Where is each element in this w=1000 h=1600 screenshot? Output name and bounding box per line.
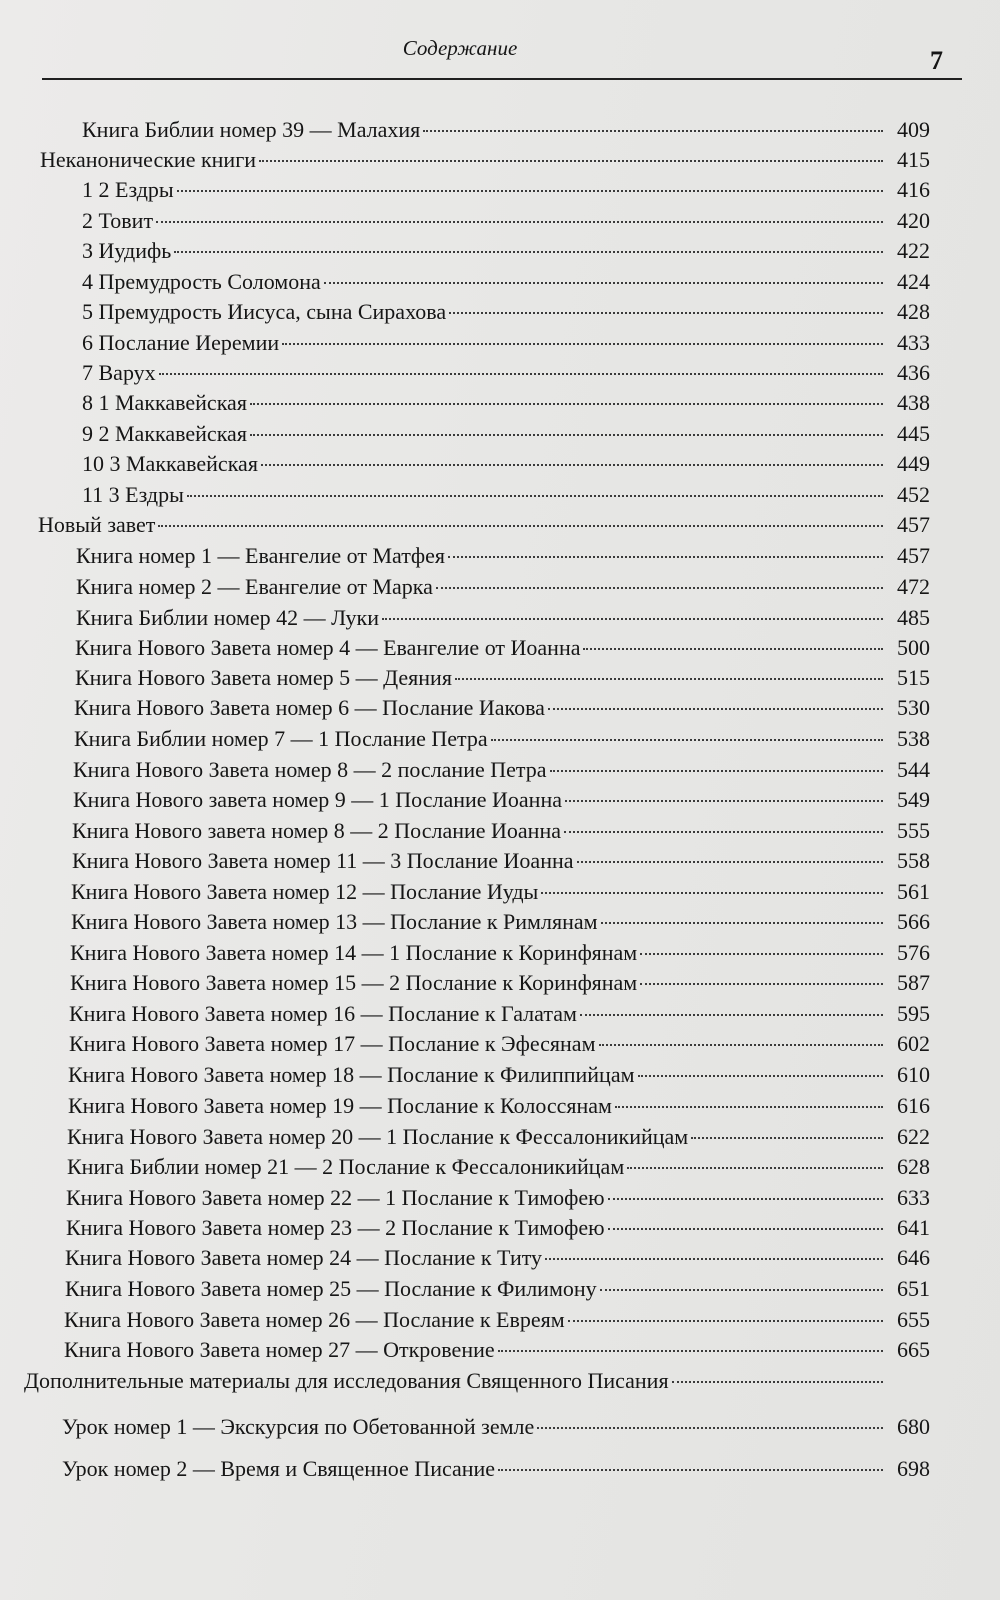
- toc-entry: [82, 388, 930, 418]
- dot-leader: [627, 1166, 883, 1169]
- dot-leader: [577, 860, 883, 863]
- toc-entry-page: 602: [897, 1031, 930, 1056]
- toc-entry-title: 7 Варух: [82, 360, 156, 385]
- toc-entry-title: Книга Библии номер 39 — Малахия: [82, 117, 421, 142]
- toc-entry-page: 622: [897, 1124, 930, 1149]
- toc-entry: [76, 603, 930, 633]
- dot-leader: [550, 769, 883, 772]
- dot-leader: [491, 738, 883, 741]
- toc-entry: [75, 633, 930, 663]
- toc-entry: [76, 541, 930, 571]
- toc-entry: [67, 1152, 930, 1182]
- toc-entry: [73, 755, 930, 785]
- toc-entry-page: 415: [897, 147, 930, 172]
- toc-entry-title: Книга Нового Завета номер 19 — Послание к Колоссянам: [68, 1093, 612, 1118]
- toc-entry: [69, 1029, 930, 1059]
- toc-entry-title: 9 2 Маккавейская: [82, 421, 247, 446]
- dot-leader: [608, 1227, 883, 1230]
- dot-leader: [691, 1136, 883, 1139]
- toc-entry-page: 452: [897, 482, 930, 507]
- toc-entry-page: 445: [897, 421, 930, 446]
- toc-entry: [70, 968, 930, 998]
- toc-entry: [82, 358, 930, 388]
- toc-entry-page: 641: [897, 1215, 930, 1240]
- toc-entry-page: 628: [897, 1154, 930, 1179]
- toc-entry-page: 530: [897, 695, 930, 720]
- dot-leader: [640, 952, 883, 955]
- dot-leader: [548, 707, 883, 710]
- toc-entry-title: Книга Нового Завета номер 5 — Деяния: [75, 665, 452, 690]
- toc-entry: [68, 1091, 930, 1121]
- toc-entry-page: 549: [897, 787, 930, 812]
- toc-entry-page: 416: [897, 177, 930, 202]
- toc-entry: [74, 724, 930, 754]
- toc-entry-page: 616: [897, 1093, 930, 1118]
- toc-entry: [82, 206, 930, 236]
- toc-entry-page: 633: [897, 1185, 930, 1210]
- toc-entry-title: Книга номер 1 — Евангелие от Матфея: [76, 543, 445, 568]
- toc-entry: [82, 175, 930, 205]
- toc-entry: [75, 663, 930, 693]
- toc-entry: [24, 1366, 930, 1396]
- toc-entry-title: 3 Иудифь: [82, 238, 172, 263]
- toc-entry-page: 555: [897, 818, 930, 843]
- toc-entry-title: Книга Нового Завета номер 27 — Откровение: [64, 1337, 495, 1362]
- toc-entry: [71, 877, 930, 907]
- dot-leader: [601, 921, 883, 924]
- dot-leader: [187, 494, 883, 497]
- toc-entry: [82, 236, 930, 266]
- toc-entry-title: Книга Нового Завета номер 23 — 2 Послание к Тимофею: [66, 1215, 605, 1240]
- toc-entry: [74, 693, 930, 723]
- dot-leader: [564, 830, 883, 833]
- dot-leader: [250, 433, 883, 436]
- dot-leader: [545, 1257, 883, 1260]
- toc-entry-page: 665: [897, 1337, 930, 1362]
- toc-entry-page: 422: [897, 238, 930, 263]
- dot-leader: [638, 1074, 883, 1077]
- dot-leader: [498, 1349, 883, 1352]
- toc-entry-page: 500: [897, 635, 930, 660]
- toc-entry-page: 698: [897, 1456, 930, 1481]
- toc-entry-page: 538: [897, 726, 930, 751]
- toc-entry-title: Неканонические книги: [40, 147, 256, 172]
- toc-entry: [64, 1335, 930, 1365]
- toc-entry-title: 2 Товит: [82, 208, 154, 233]
- dot-leader: [324, 281, 883, 284]
- toc-entry-title: Книга Нового завета номер 8 — 2 Послание Иоанна: [72, 818, 561, 843]
- dot-leader: [599, 1043, 884, 1046]
- toc-entry-page: 680: [897, 1414, 930, 1439]
- toc-entry: [82, 328, 930, 358]
- toc-entry-page: 428: [897, 299, 930, 324]
- header-rule: [42, 78, 962, 80]
- toc-entry: [66, 1213, 930, 1243]
- toc-entry-page: 515: [897, 665, 930, 690]
- toc-entry-title: Книга Нового завета номер 9 — 1 Послание Иоанна: [73, 787, 562, 812]
- toc-entry-title: Дополнительные материалы для исследования Священного Писания: [24, 1368, 669, 1393]
- toc-entry-title: Книга Нового Завета номер 24 — Послание к Титу: [65, 1245, 543, 1270]
- toc-entry-title: 8 1 Маккавейская: [82, 390, 247, 415]
- toc-entry-title: Книга Нового Завета номер 12 — Послание Иуды: [71, 879, 539, 904]
- dot-leader: [423, 129, 883, 132]
- dot-leader: [158, 524, 883, 527]
- toc-entry-title: Книга Нового Завета номер 18 — Послание к Филиппийцам: [68, 1062, 635, 1087]
- toc-entry-page: 436: [897, 360, 930, 385]
- toc-entry-title: Книга Нового Завета номер 8 — 2 послание Петра: [73, 757, 547, 782]
- toc-entry-title: Книга Нового Завета номер 14 — 1 Послание к Коринфянам: [70, 940, 638, 965]
- toc-entry-title: Урок номер 2 — Время и Священное Писание: [62, 1456, 496, 1481]
- toc-entry: [76, 572, 930, 602]
- toc-entry-title: 5 Премудрость Иисуса, сына Сирахова: [82, 299, 447, 324]
- toc-entry: [65, 1274, 930, 1304]
- toc-entry-title: Книга Нового Завета номер 17 — Послание к Эфесянам: [69, 1031, 596, 1056]
- toc-entry-page: 595: [897, 1001, 930, 1026]
- toc-entry: [82, 297, 930, 327]
- toc-entry: [82, 419, 930, 449]
- toc-entry-title: Книга Нового Завета номер 22 — 1 Послание к Тимофею: [66, 1185, 605, 1210]
- toc-entry: [67, 1122, 930, 1152]
- toc-entry-page: 424: [897, 269, 930, 294]
- toc-entry: [82, 449, 930, 479]
- toc-entry-title: Книга Библии номер 7 — 1 Послание Петра: [74, 726, 488, 751]
- running-header-title: Содержание: [402, 36, 518, 60]
- dot-leader: [261, 463, 883, 466]
- dot-leader: [568, 1319, 883, 1322]
- toc-entry-page: 561: [897, 879, 930, 904]
- toc-entry-page: 485: [897, 605, 930, 630]
- toc-entry-page: 576: [897, 940, 930, 965]
- toc-entry-title: Книга Нового Завета номер 16 — Послание к Галатам: [69, 1001, 577, 1026]
- dot-leader: [448, 555, 883, 558]
- toc-entry-title: 10 3 Маккавейская: [82, 451, 258, 476]
- toc-entry-page: 409: [897, 117, 930, 142]
- toc-entry-title: Книга Нового Завета номер 20 — 1 Послание к Фессалоникийцам: [67, 1124, 689, 1149]
- toc-entry-title: Книга Библии номер 42 — Луки: [76, 605, 379, 630]
- toc-entry-page: 433: [897, 330, 930, 355]
- toc-entry-title: Книга Нового Завета номер 6 — Послание Иакова: [74, 695, 545, 720]
- toc-entry-page: 651: [897, 1276, 930, 1301]
- toc-entry: [71, 907, 930, 937]
- toc-entry-page: 449: [897, 451, 930, 476]
- toc-entry-title: 4 Премудрость Соломона: [82, 269, 321, 294]
- toc-entry-page: 655: [897, 1307, 930, 1332]
- toc-entry-title: Книга номер 2 — Евангелие от Марка: [76, 574, 433, 599]
- toc-entry-title: Книга Нового Завета номер 11 — 3 Послание Иоанна: [72, 848, 574, 873]
- toc-entry-title: Новый завет: [38, 512, 156, 537]
- toc-entry-page: 558: [897, 848, 930, 873]
- toc-entry-title: Книга Нового Завета номер 15 — 2 Послание к Коринфянам: [70, 970, 638, 995]
- toc-entry: [38, 510, 930, 540]
- dot-leader: [565, 799, 883, 802]
- toc-entry: [82, 115, 930, 145]
- toc-entry: [65, 1243, 930, 1273]
- toc-entry-page: 587: [897, 970, 930, 995]
- toc-entry: [82, 267, 930, 297]
- toc-entry: [68, 1060, 930, 1090]
- dot-leader: [282, 342, 883, 345]
- dot-leader: [498, 1468, 883, 1471]
- toc-entry: [62, 1412, 930, 1442]
- dot-leader: [600, 1288, 883, 1291]
- dot-leader: [615, 1105, 883, 1108]
- toc-entry-page: 457: [897, 512, 930, 537]
- toc-entry: [72, 846, 930, 876]
- dot-leader: [174, 250, 883, 253]
- toc-entry: [73, 785, 930, 815]
- toc-entry: [64, 1305, 930, 1335]
- toc-entry-title: 1 2 Ездры: [82, 177, 174, 202]
- toc-entry: [66, 1183, 930, 1213]
- toc-entry-page: 544: [897, 757, 930, 782]
- toc-entry-page: 420: [897, 208, 930, 233]
- toc-entry: [69, 999, 930, 1029]
- toc-entry: [70, 938, 930, 968]
- toc-entry-page: 646: [897, 1245, 930, 1270]
- toc-entry-title: Книга Нового Завета номер 4 — Евангелие от Иоанна: [75, 635, 581, 660]
- toc-entry-page: 610: [897, 1062, 930, 1087]
- toc-entry: [62, 1454, 930, 1484]
- page-number: 7: [930, 46, 943, 75]
- toc-entry: [72, 816, 930, 846]
- dot-leader: [382, 617, 883, 620]
- toc-entry-title: Книга Библии номер 21 — 2 Послание к Фессалоникийцам: [67, 1154, 625, 1179]
- dot-leader: [672, 1380, 883, 1383]
- toc-entry: [82, 480, 930, 510]
- dot-leader: [259, 159, 883, 162]
- dot-leader: [608, 1197, 883, 1200]
- dot-leader: [455, 677, 883, 680]
- dot-leader: [449, 311, 883, 314]
- dot-leader: [156, 220, 883, 223]
- toc-entry-title: Книга Нового Завета номер 26 — Послание к Евреям: [64, 1307, 565, 1332]
- toc-entry: [40, 145, 930, 175]
- dot-leader: [537, 1426, 883, 1429]
- dot-leader: [436, 586, 883, 589]
- toc-entry-page: 457: [897, 543, 930, 568]
- toc-entry-title: 6 Послание Иеремии: [82, 330, 280, 355]
- dot-leader: [177, 189, 883, 192]
- toc-entry-page: 438: [897, 390, 930, 415]
- toc-entry-title: Урок номер 1 — Экскурсия по Обетованной земле: [62, 1414, 535, 1439]
- dot-leader: [541, 891, 883, 894]
- toc-entry-title: Книга Нового Завета номер 25 — Послание к Филимону: [65, 1276, 597, 1301]
- toc-entry-title: Книга Нового Завета номер 13 — Послание к Римлянам: [71, 909, 598, 934]
- dot-leader: [159, 372, 883, 375]
- dot-leader: [583, 647, 883, 650]
- dot-leader: [580, 1013, 883, 1016]
- dot-leader: [640, 982, 883, 985]
- toc-entry-page: 566: [897, 909, 930, 934]
- toc-entry-title: 11 3 Ездры: [82, 482, 184, 507]
- toc-entry-page: 472: [897, 574, 930, 599]
- dot-leader: [250, 402, 883, 405]
